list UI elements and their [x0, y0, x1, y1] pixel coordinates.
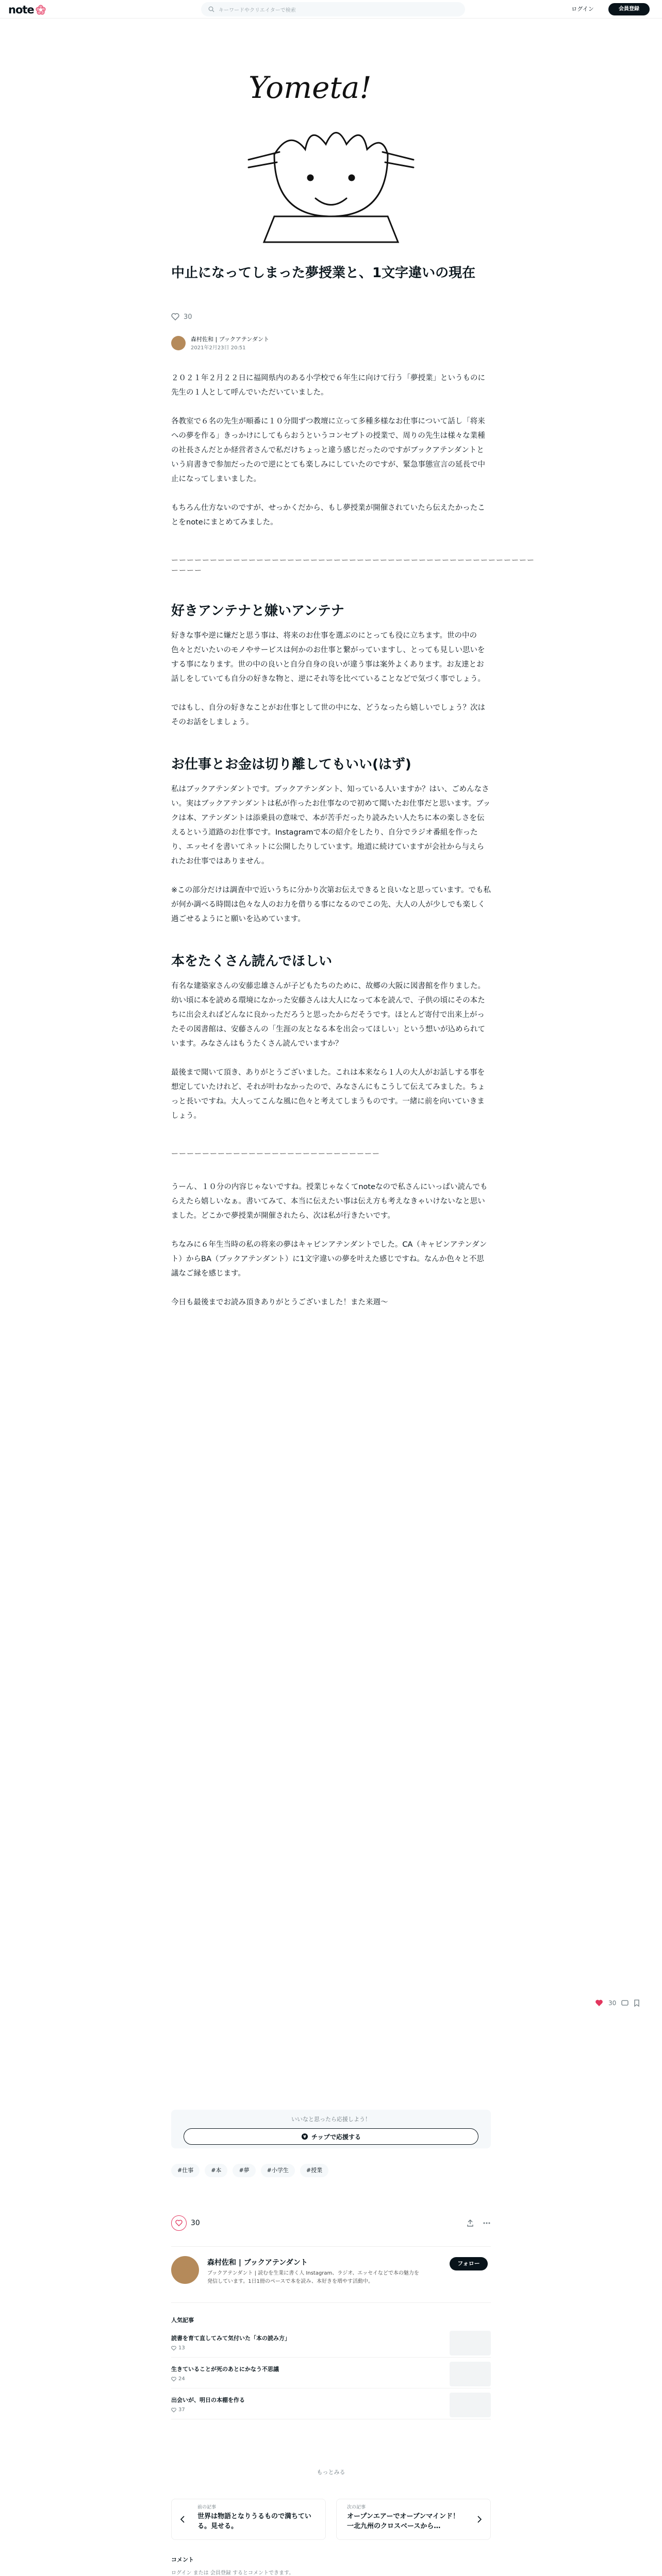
next-title: オープンエアーでオーブンマインド！一北九州のクロスベースから… — [347, 2513, 460, 2530]
section-heading: 好きアンテナと嫌いアンテナ — [171, 603, 344, 619]
publish-date: 2021年2月23日 20:51 — [191, 345, 246, 351]
svg-text:¥: ¥ — [303, 2134, 306, 2139]
section-heading: 本をたくさん読んでほしい — [171, 954, 333, 969]
like-count: 24 — [178, 2376, 185, 2382]
logo-text: note — [8, 4, 34, 16]
floating-like-count: 30 — [608, 1999, 617, 2007]
popular-article-item[interactable] — [171, 2360, 491, 2388]
header-image-text: Yometa! — [249, 70, 372, 105]
support-section — [171, 2110, 491, 2148]
popular-article-title: 読書を育て直してみて気付いた「本の読み方」 — [171, 2335, 290, 2342]
signup-button[interactable]: 会員登録 — [608, 3, 650, 15]
paragraph: 好きな事や逆に嫌だと思う事は、将来のお仕事を選ぶのにとっても役に立ちます。世の中の色々とだいたいのモノやサービスは何かのお仕事と繋がっていますし、とっても見しい思いをする事になります。世の中の良いと自分自身の良いが違う事は案外よくあります。お友達とお話しをしていても自分の好きな物と、逆にそれ等を比べていることなどで気づく事でしょう。 — [171, 632, 485, 683]
author-name[interactable]: 森村佐和 | ブックアテンダント — [191, 336, 270, 343]
tip-button-label: チップで応援する — [311, 2133, 361, 2141]
like-count: 37 — [178, 2407, 185, 2413]
profile-avatar[interactable] — [171, 2256, 199, 2284]
popular-article-likes — [171, 2345, 185, 2351]
author-profile-card — [171, 2246, 491, 2303]
paragraph: 今日も最後までお読み頂きありがとうございました！また来週〜 — [171, 1298, 388, 1307]
heart-icon[interactable] — [595, 1999, 603, 2007]
paragraph: うーん、１０分の内容じゃないですね。授業じゃなくてnoteなので私さんにいっぱい読んでもらえたら嬉しいなぁ。書いてみて、本当に伝えたい事は伝え方も考えなきゃいけないなと思いました。どこかで夢授業が開催されたら、次は私が行きたいです。 — [171, 1183, 488, 1220]
header-illustration — [171, 46, 491, 252]
paragraph: ちなみに６年生当時の私の将来の夢はキャビンアテンダントでした。CA（キャビンアテンダント）からBA（ブックアテンダント）に1文字違いの夢を叶えた感じですね。なんか色々と不思議なご縁を感じます。 — [171, 1241, 487, 1278]
heart-icon — [171, 2377, 176, 2382]
support-label: いいなと思ったら応援しよう！ — [291, 2116, 371, 2123]
tip-button[interactable] — [184, 2128, 478, 2145]
comment-login-note[interactable]: ログイン または 会員登録 するとコメントできます。 — [171, 2570, 294, 2576]
share-actions — [466, 2219, 491, 2227]
flower-logo-icon — [36, 5, 46, 15]
popular-article-item[interactable] — [171, 2391, 491, 2419]
comment-icon[interactable] — [621, 1999, 628, 2007]
tag-chip[interactable]: #仕事 — [171, 2164, 200, 2177]
more-link[interactable]: もっとみる — [317, 2469, 345, 2476]
chevron-right-icon — [477, 2516, 482, 2523]
popular-article-thumbnail — [450, 2393, 491, 2417]
prev-title: 世界は物語となりうるもので満ちている。見せる。 — [197, 2513, 311, 2530]
section-heading: お仕事とお金は切り離してもいい(はず) — [171, 757, 411, 772]
paragraph: ではもし、自分の好きなことがお仕事として世の中にな、どうなったら嬉しいでしょう？次はそのお話をしましょう。 — [171, 704, 485, 726]
like-count: 30 — [184, 313, 192, 321]
popular-article-thumbnail — [450, 2362, 491, 2386]
chevron-left-icon — [180, 2516, 185, 2523]
paragraph: 各教室で６名の先生が順番に１０分間ずつ教壇に立って多種多様なお仕事について話し「将来への夢を作る」きっかけにしてもらおうというコンセプトの授業で、周りの先生は様々な業種の社長さんだとか経営者さんで私だけちょっと違う感じだったのですがブックアテンダントという肩書きで参加だったので逆にとても楽しみにしていたのですが、緊急事態宣言の延長で中止になってしまいました。 — [171, 417, 485, 483]
next-article-link[interactable] — [336, 2499, 491, 2540]
search-input[interactable] — [201, 2, 465, 16]
share-icon[interactable] — [466, 2219, 474, 2227]
search-icon — [208, 6, 214, 12]
divider-line: ーーーーーーーーーーーーーーーーーーーーーーーーーーー — [171, 1150, 380, 1158]
paragraph: ※この部分だけは調査中で近いうちに分かり次第お伝えできると良いなと思っています。でも私が何か調べる時間は色々な人のお力を借りる事になるのでこの先、大人の人が少しでも楽しく過ごせるようにと願いを込めています。 — [171, 886, 491, 923]
like-count: 13 — [178, 2345, 185, 2351]
author-avatar[interactable] — [171, 336, 186, 350]
bookmark-icon[interactable] — [634, 1999, 640, 2007]
tag-chip[interactable]: #本 — [205, 2164, 227, 2177]
prev-article-link[interactable] — [171, 2499, 326, 2540]
heart-icon — [171, 2346, 176, 2351]
paragraph: ２０２１年２月２２日に福岡県内のある小学校で６年生に向けて行う「夢授業」というものに先生の１人として呼んでいただいていました。 — [171, 374, 485, 397]
tag-list — [171, 2164, 328, 2177]
follow-button[interactable]: フォロー — [450, 2257, 488, 2270]
paragraph: 私はブックアテンダントです。ブックアテンダント、知っている人いますか？はい、ごめんなさい。実はブックアテンダントは私が作ったお仕事なので初めて聞いたお仕事だと思います。ブックは本、アテンダントは添乗員の意味で、本が苦手だったり読みたい人たちに本の楽しさを伝えるという道路のお仕事です。Instagramで本の紹介をしたり、自分でラジオ番組を作ったり、エッセイを書いてネットに公開したりしています。地道に続けていますが会社から与えられたお仕事ではありません。 — [171, 785, 491, 866]
more-icon[interactable] — [483, 2219, 491, 2227]
popular-article-item[interactable] — [171, 2329, 491, 2358]
prev-label: 前の記事 — [197, 2505, 217, 2510]
article-title: 中止になってしまった夢授業と、1文字違いの現在 — [171, 265, 476, 281]
paragraph: 有名な建築家さんの安藤忠雄さんが子どもたちのために、故郷の大阪に図書館を作りました。幼い頃に本を読める環境になかった安藤さんは大人になって本を読んで、子供の頃にその本たちに出会えればどんなに良かっただろうと思ったからだそうです。ほとんど寄付で出来上がったその図書館は、安藤さんの「生涯の友となる本を出会ってほしい」という想いが込められています。みなさんはもうたくさん読んでいますか？ — [171, 982, 485, 1048]
divider-line: ーーーーーーーーーーーーーーーーーーーーーーーーーーーーーーーーーーーーーーーーーーーーーーー — [171, 556, 535, 565]
heart-icon — [171, 313, 179, 321]
next-label: 次の記事 — [347, 2505, 366, 2510]
popular-articles-label: 人気記事 — [171, 2317, 194, 2324]
heart-icon — [175, 2219, 183, 2227]
author-info[interactable] — [171, 335, 269, 351]
popular-article-likes — [171, 2376, 185, 2382]
note-logo[interactable] — [8, 4, 46, 16]
tag-chip[interactable]: #小学生 — [261, 2164, 295, 2177]
like-button-top[interactable] — [171, 313, 192, 321]
popular-article-title: 出会いが、明日の本棚を作る — [171, 2397, 245, 2403]
yometa-drawing — [171, 46, 491, 252]
article-actions — [171, 2215, 491, 2231]
paragraph: 最後まで聞いて頂き、ありがとうございました。これは本来なら１人の大人がお話しする事を想定していたけれど、それが叶わなかったので、みなさんにもこうして伝えてみました。ちょっと長いですね。大人ってこんな風に色々と考えてしまうものです。一緒に前を向いていきましょう。 — [171, 1069, 485, 1120]
profile-name[interactable]: 森村佐和 | ブックアテンダント — [207, 2259, 308, 2267]
login-button[interactable]: ログイン — [571, 6, 594, 12]
article-body — [171, 371, 535, 1310]
search-placeholder: キーワードやクリエイターで検索 — [219, 7, 296, 13]
tip-icon — [301, 2133, 308, 2140]
popular-article-likes — [171, 2407, 185, 2413]
tag-chip[interactable]: #授業 — [300, 2164, 328, 2177]
heart-icon — [171, 2408, 176, 2413]
comment-label: コメント — [171, 2556, 194, 2563]
paragraph: もちろん仕方ないのですが、せっかくだから、もし夢授業が開催されていたら伝えたかったことをnoteにまとめてみました。 — [171, 504, 485, 527]
divider-line: ーーーー — [171, 567, 202, 575]
popular-article-title: 生きていることが死のあとにかなう不思議 — [171, 2366, 279, 2372]
like-button[interactable] — [171, 2215, 187, 2231]
site-header — [0, 0, 662, 19]
tag-chip[interactable]: #夢 — [233, 2164, 255, 2177]
floating-actions — [595, 1999, 640, 2007]
profile-description: ブックアテンダント | 読むを生業に書く人 Instagram、ラジオ、エッセイなどで本の魅力を発信しています。1日1冊のペースで本を読み、本好きを増やす活動中。 — [207, 2270, 419, 2284]
like-count: 30 — [191, 2219, 200, 2227]
popular-article-thumbnail — [450, 2331, 491, 2355]
